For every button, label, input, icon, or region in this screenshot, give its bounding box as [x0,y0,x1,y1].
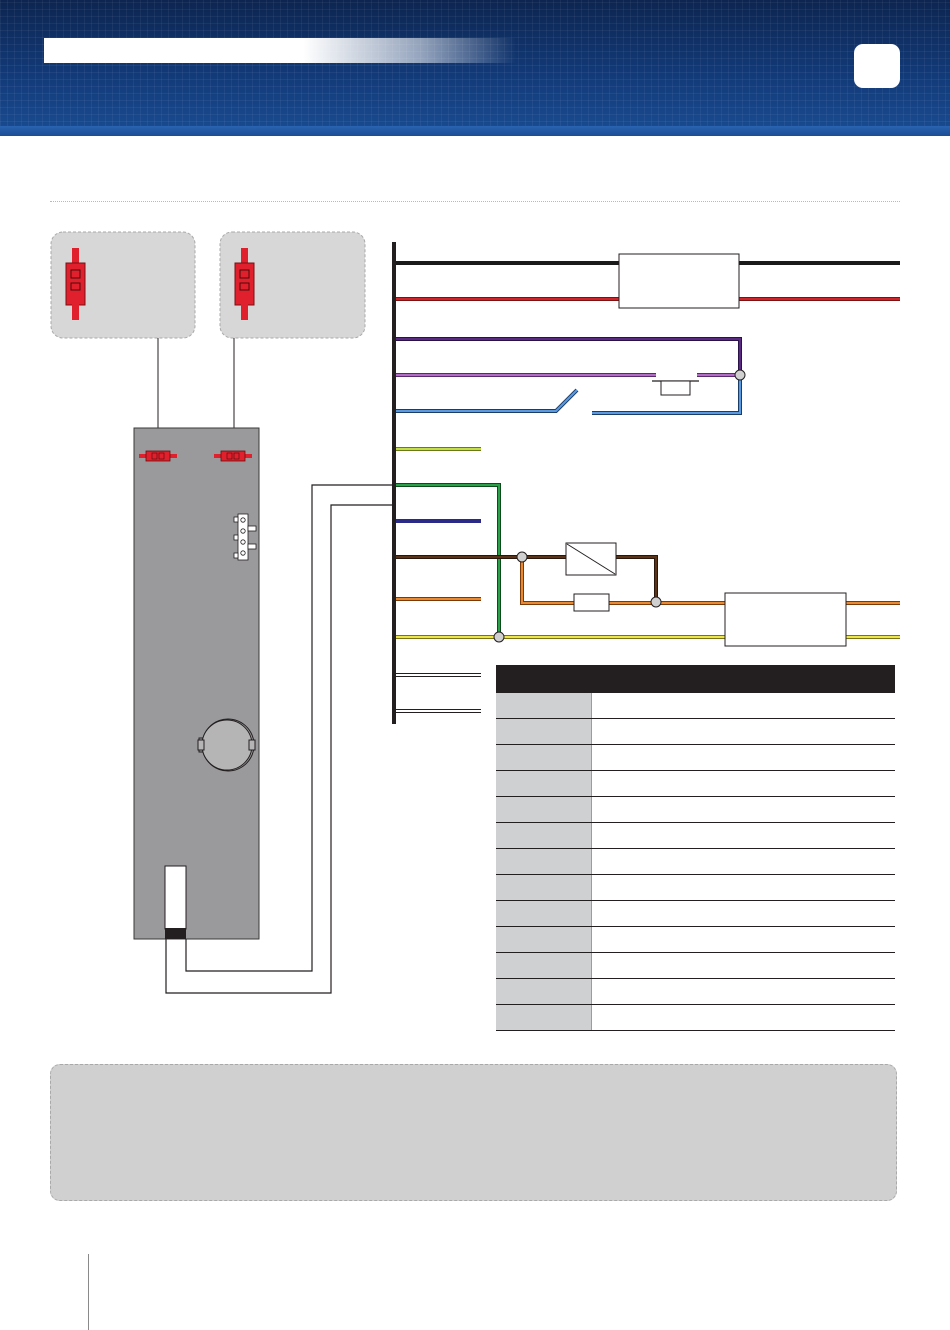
table-cell [591,979,895,1005]
table-row [496,979,895,1005]
table-row [496,953,895,979]
table-cell [591,823,895,849]
callout-arrows [153,338,239,439]
component-box-bottom [725,593,846,646]
table-cell [591,771,895,797]
table-row [496,797,895,823]
wire-legend-table [496,665,895,1031]
page-margin-rule [88,1254,89,1330]
table-cell [496,849,591,875]
table-row [496,849,895,875]
table-row [496,901,895,927]
table-header-cell [591,665,895,693]
table-row [496,719,895,745]
table-row [496,1005,895,1031]
table-cell [591,849,895,875]
pushbutton-switch [652,381,699,395]
table-header-row [496,665,895,693]
table-header-cell [496,665,591,693]
table-cell [496,1005,591,1031]
diode-box [566,543,616,575]
table-cell [496,823,591,849]
fuse-callout-left [51,232,195,338]
wire-lightblue-outline [396,390,577,411]
table-cell [496,797,591,823]
fuse-callout-right [220,232,365,338]
table-cell [496,875,591,901]
table-cell [591,953,895,979]
table-cell [591,719,895,745]
table-cell [496,979,591,1005]
table-row [496,927,895,953]
wire-green [396,485,499,637]
table-cell [496,901,591,927]
table-row [496,771,895,797]
table-cell [591,875,895,901]
table-cell [496,719,591,745]
table-cell [496,771,591,797]
table-cell [496,693,591,719]
component-box-top [619,254,739,308]
wire-brown [396,557,656,601]
wire-lightblue [396,390,577,411]
wire-purple-outline [396,339,740,375]
table-cell [591,693,895,719]
wire-purple [396,339,740,375]
wire-brown-outline [396,557,656,601]
table-cell [496,745,591,771]
note-box [50,1064,897,1201]
table-cell [591,901,895,927]
table-cell [496,953,591,979]
board-terminal-slot [165,866,186,939]
wire-green-outline [396,485,499,637]
table-cell [591,745,895,771]
table-cell [496,927,591,953]
table-cell [591,797,895,823]
table-cell [591,1005,895,1031]
table-row [496,745,895,771]
table-row [496,693,895,719]
table-row [496,875,895,901]
table-cell [591,927,895,953]
control-board [134,428,259,939]
table-row [496,823,895,849]
resistor-box [574,594,609,611]
